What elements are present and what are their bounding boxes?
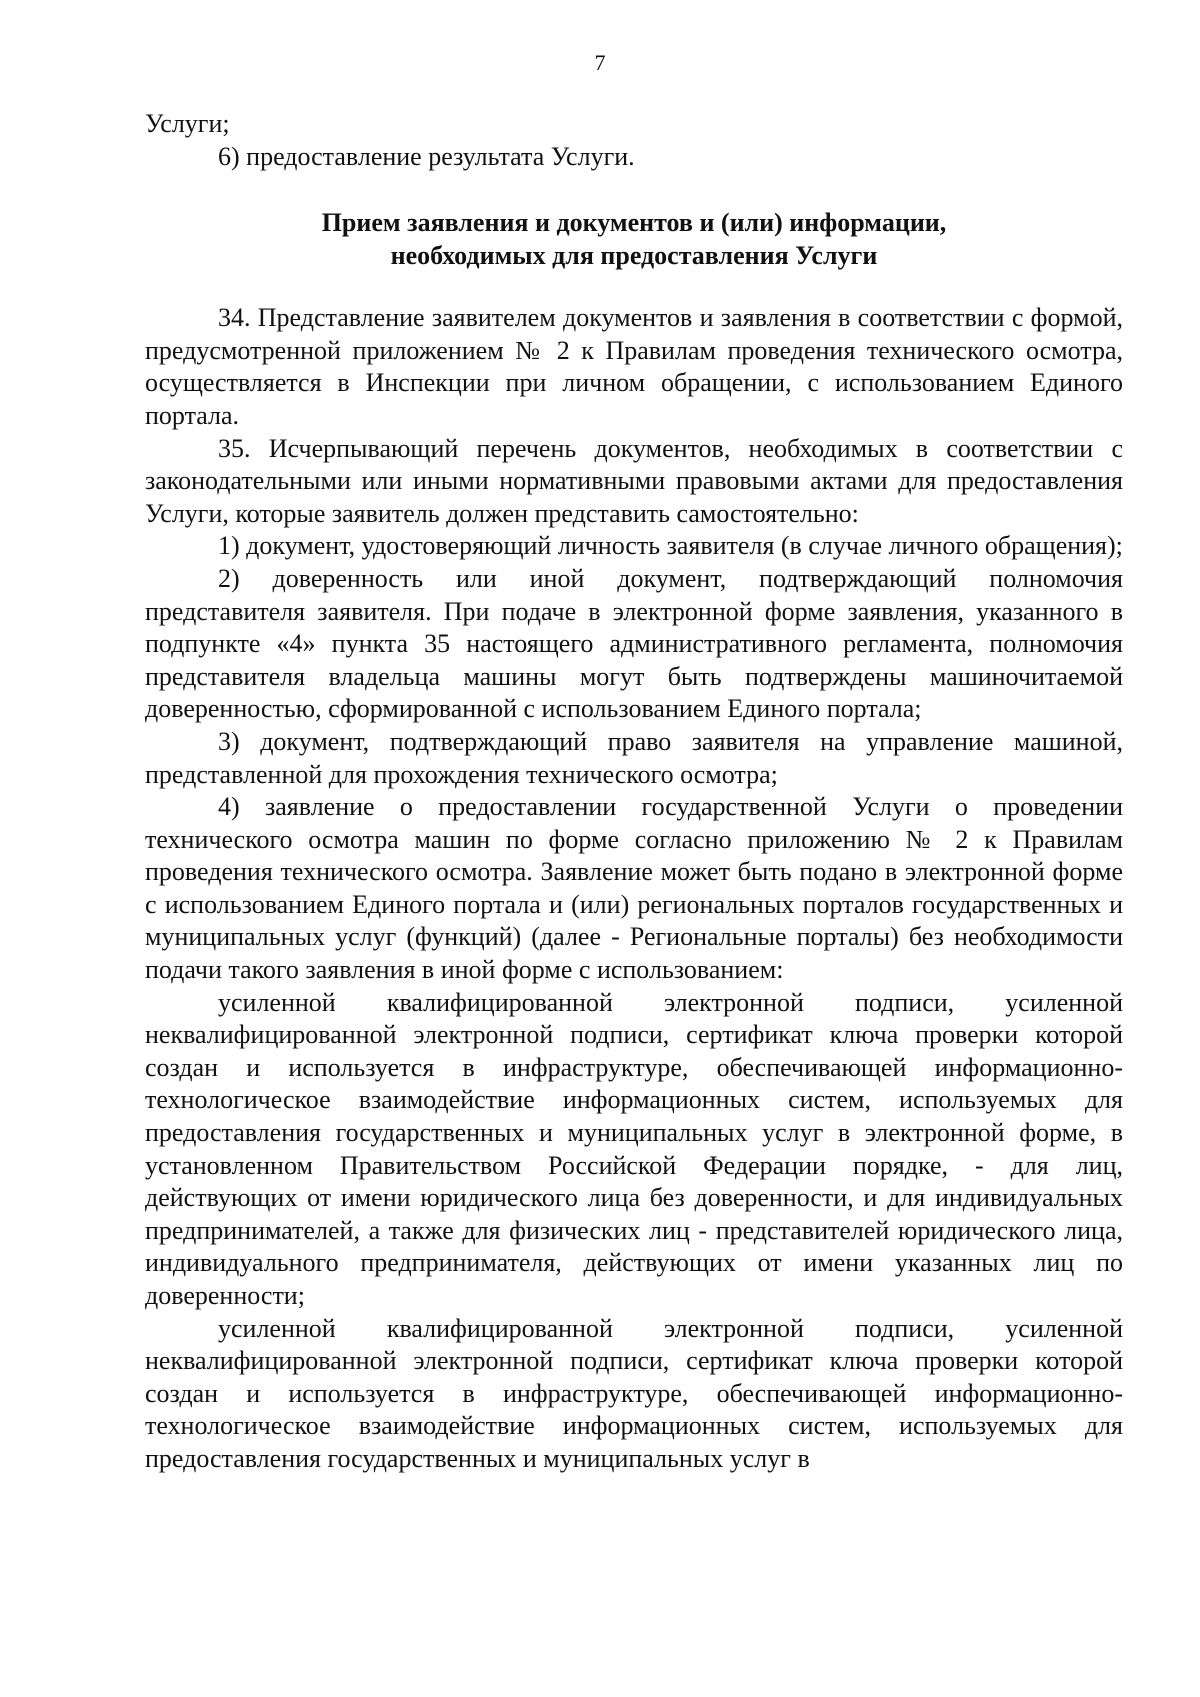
list-item-2: 2) доверенность или иной документ, подтверждающий полномочия представителя заявителя. При подаче в электронной форме заявления, указанного в подпункте «4» пункта 35 настоящего административного регламента, полномочия представителя владельца машины могут быть подтверждены машиночитаемой доверенностью, сформированной с использованием Единого портала;: [145, 563, 1123, 724]
section-heading-line-2: необходимых для предоставления Услуги: [390, 241, 878, 271]
section-heading-line-1: Прием заявления и документов и (или) информации,: [321, 208, 947, 238]
continuation-text: Услуги;: [145, 109, 230, 138]
paragraph-34: 34. Представление заявителем документов и заявления в соответствии с формой, предусмотренной приложением № 2 к Правилам проведения технического осмотра, осуществляется в Инспекции при личном обращении, с использованием Единого портала.: [145, 303, 1123, 430]
page-number: 7: [594, 50, 606, 75]
list-item-3: 3) документ, подтверждающий право заявителя на управление машиной, представленной для прохождения технического осмотра;: [145, 726, 1123, 789]
list-item-1: 1) документ, удостоверяющий личность заявителя (в случае личного обращения);: [218, 531, 1123, 561]
signature-option-2: усиленной квалифицированной электронной подписи, усиленной неквалифицированной электронной подписи, сертификат ключа проверки которой создан и используется в инфраструктуре, обеспечивающей информационно-технологическое взаимодействие информационных систем, используемых для предоставления государственных и муниципальных услуг в: [145, 1313, 1123, 1473]
document-body: [145, 108, 1123, 1476]
paragraph-35: 35. Исчерпывающий перечень документов, необходимых в соответствии с законодательными или иными нормативными правовыми актами для предоставления Услуги, которые заявитель должен представить самостоятельно:: [145, 433, 1123, 528]
signature-option-1: усиленной квалифицированной электронной подписи, усиленной неквалифицированной электронной подписи, сертификат ключа проверки которой создан и используется в инфраструктуре, обеспечивающей информационно-технологическое взаимодействие информационных систем, используемых для предоставления государственных и муниципальных услуг в электронной форме, в установленном Правительством Российской Федерации порядке, - для лиц, действующих от имени юридического лица без доверенности, и для индивидуальных предпринимателей, а также для физических лиц - представителей юридического лица, индивидуального предпринимателя, действующих от имени указанных лиц по доверенности;: [145, 987, 1123, 1310]
section-heading: [145, 206, 1123, 272]
list-item-4: 4) заявление о предоставлении государственной Услуги о проведении технического осмотра машин по форме согласно приложению № 2 к Правилам проведения технического осмотра. Заявление может быть подано в электронной форме с использованием Единого портала и (или) региональных порталов государственных и муниципальных услуг (функций) (далее - Региональные порталы) без необходимости подачи такого заявления в иной форме с использованием:: [145, 792, 1123, 985]
list-item-6: 6) предоставление результата Услуги.: [218, 141, 635, 171]
